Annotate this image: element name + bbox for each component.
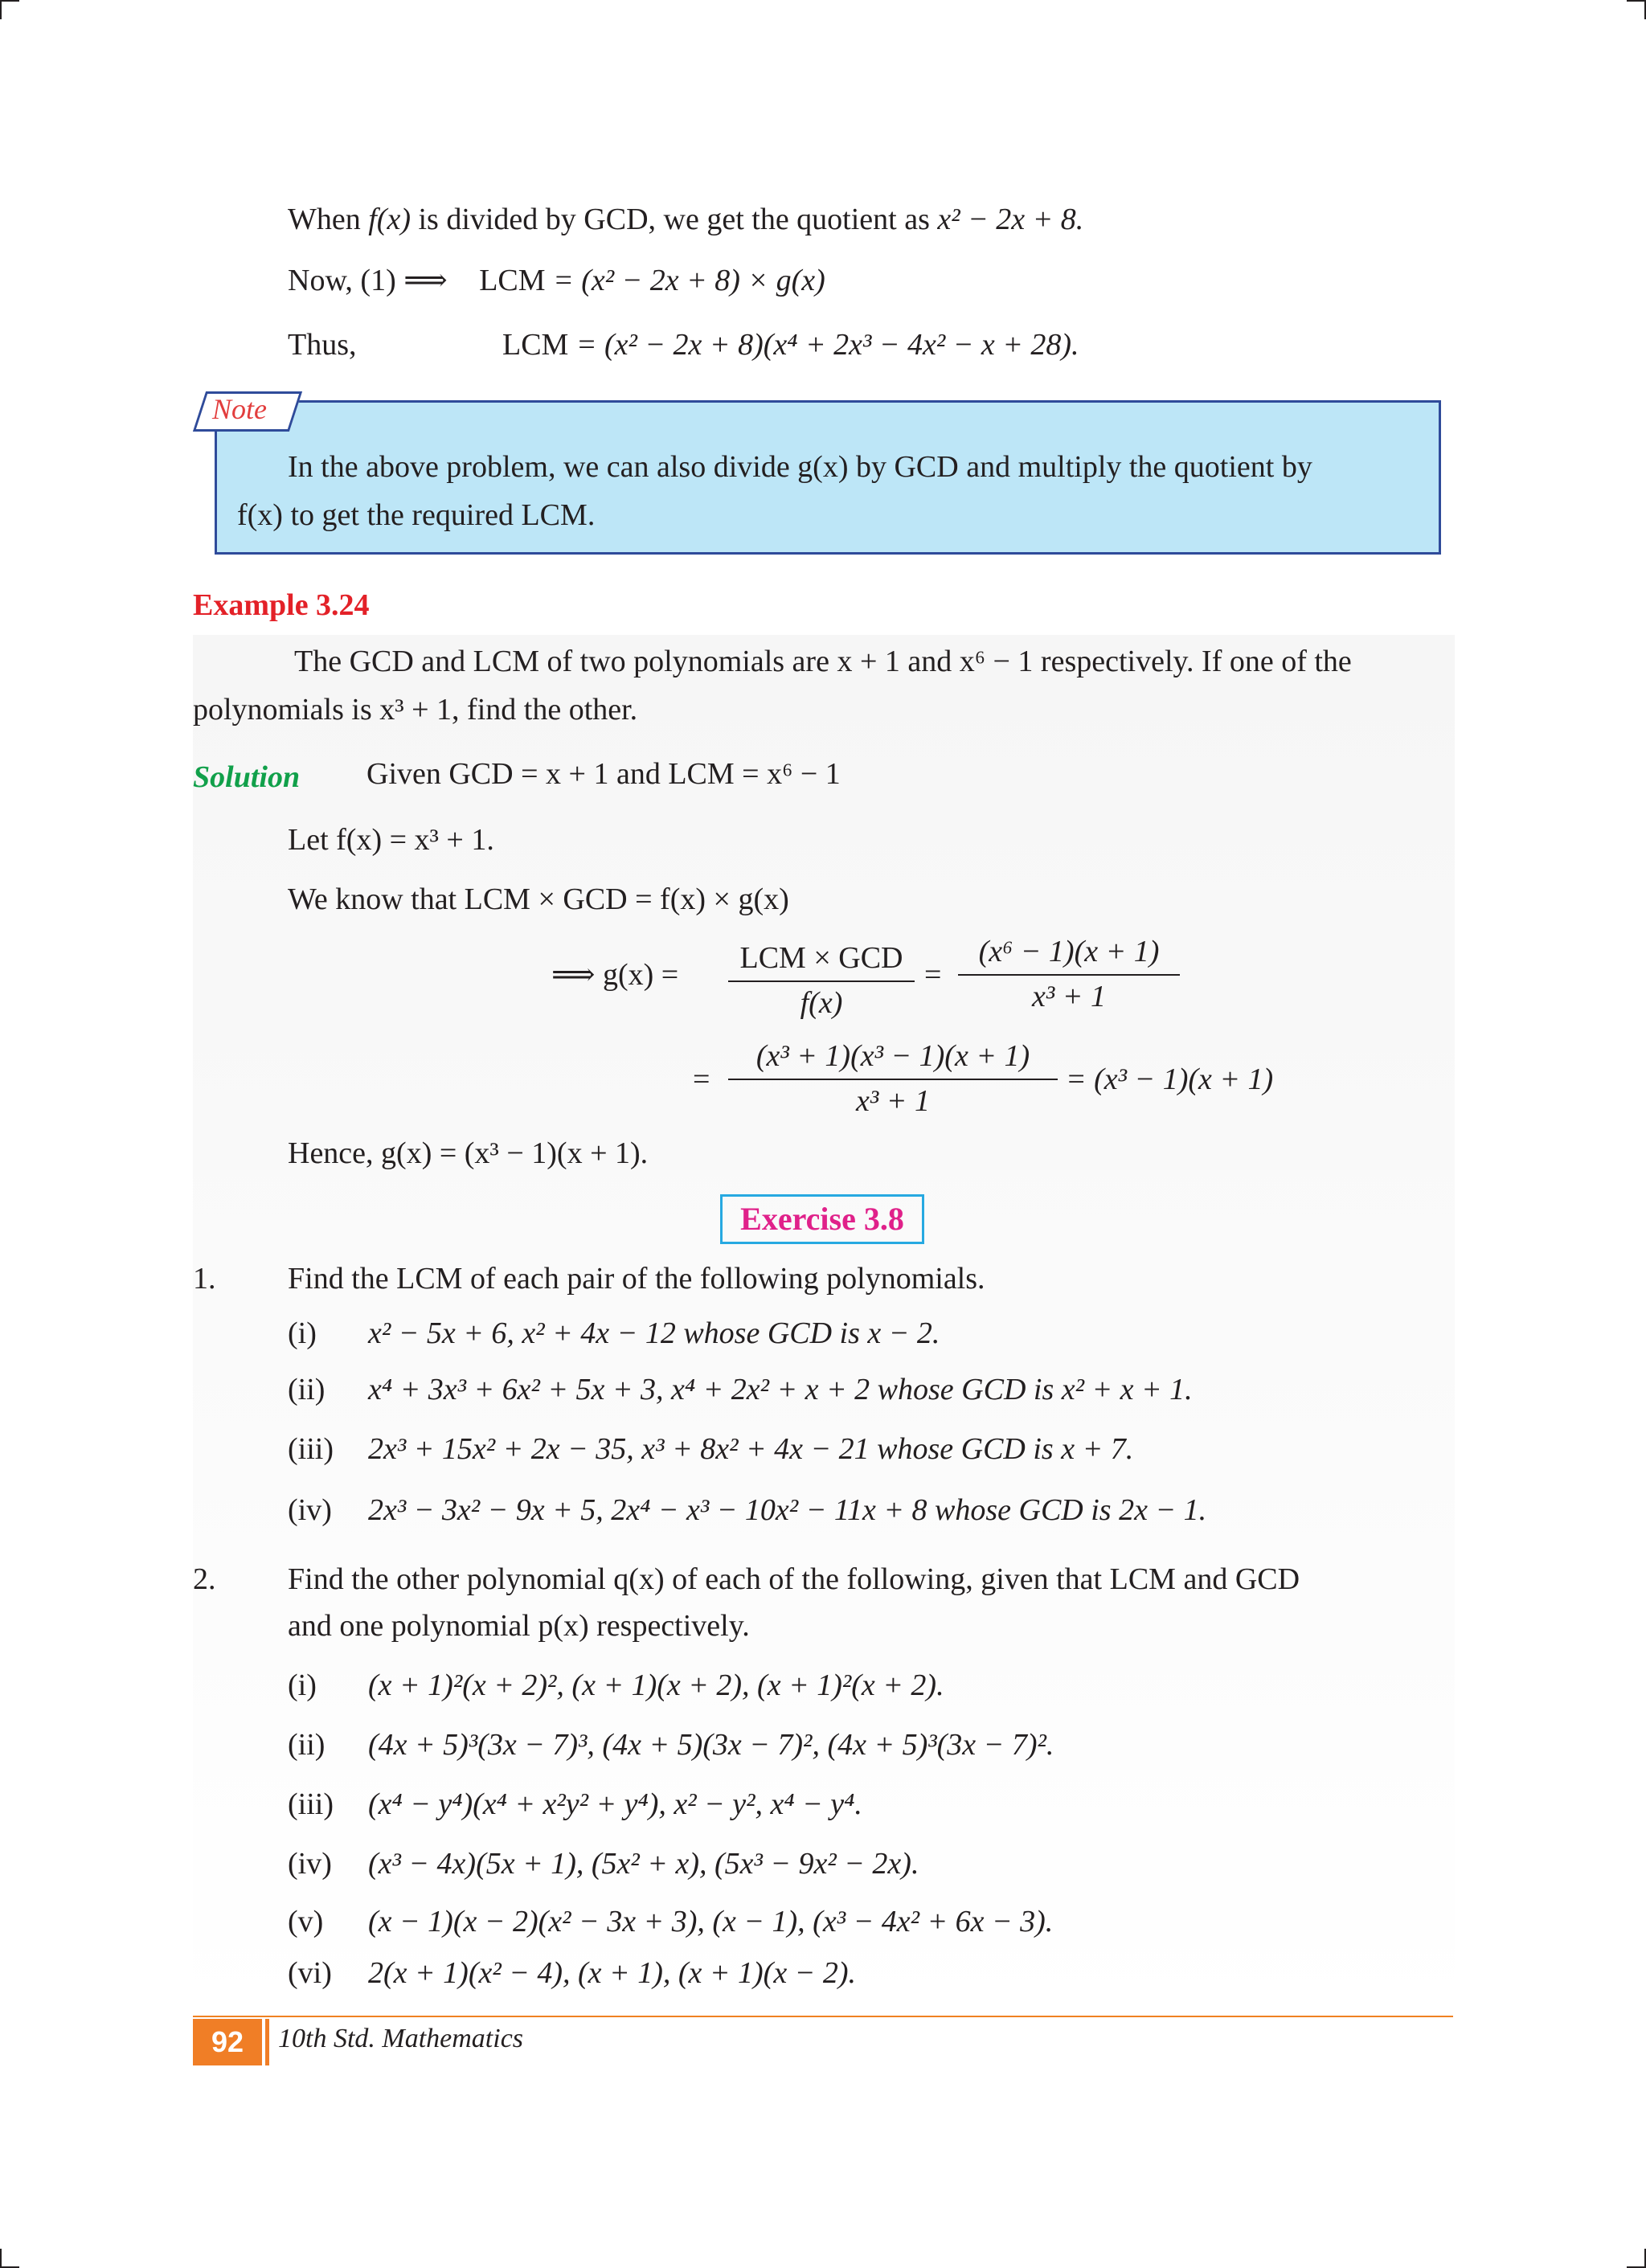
q2-item-expr: 2(x + 1)(x² − 4), (x + 1), (x + 1)(x − 2). (368, 1956, 856, 1990)
note-line-2: f(x) to get the required LCM. (237, 498, 596, 532)
equals-sign: = (924, 958, 942, 992)
solution-know: We know that LCM × GCD = f(x) × g(x) (288, 882, 789, 916)
q2-number: 2. (193, 1562, 216, 1596)
q1-number: 1. (193, 1262, 216, 1296)
solution-arrow-gx: ⟹ g(x) = (551, 958, 679, 992)
footer-book-title: 10th Std. Mathematics (278, 2024, 524, 2053)
q2-text-line-2: and one polynomial p(x) respectively. (288, 1609, 750, 1643)
q1-item-label: (ii) (288, 1373, 326, 1406)
fraction-denominator: f(x) (800, 985, 843, 1020)
prelude-line-1: When f(x) is divided by GCD, we get the quotient as x² − 2x + 8. (288, 203, 1084, 236)
page-number: 92 (193, 2019, 262, 2065)
q2-item-expr: (4x + 5)³(3x − 7)³, (4x + 5)(3x − 7)², (4x + 5)³(3x − 7)². (368, 1728, 1054, 1762)
q2-item-label: (vi) (288, 1956, 332, 1990)
fraction-denominator: x³ + 1 (856, 1083, 930, 1118)
fraction-numerator: (x³ + 1)(x³ − 1)(x + 1) (755, 1039, 1030, 1073)
q2-item-label: (i) (288, 1668, 317, 1702)
fraction-bar (958, 974, 1180, 976)
prelude-line-2: Now, (1) ⟹ LCM = (x² − 2x + 8) × g(x) (288, 264, 825, 297)
footer-divider (265, 2019, 269, 2065)
q2-text-line-1: Find the other polynomial q(x) of each of the following, given that LCM and GCD (288, 1562, 1300, 1596)
equals-sign-2: = (693, 1062, 710, 1096)
example-statement-line-1: The GCD and LCM of two polynomials are x + 1 and x⁶ − 1 respectively. If one of the (294, 645, 1352, 678)
q1-text: Find the LCM of each pair of the following polynomials. (288, 1262, 985, 1296)
solution-label: Solution (193, 760, 301, 794)
q1-item-expr: 2x³ + 15x² + 2x − 35, x³ + 8x² + 4x − 21 whose GCD is x + 7. (368, 1432, 1134, 1466)
q1-item-label: (iii) (288, 1432, 334, 1466)
q1-item-expr: x⁴ + 3x³ + 6x² + 5x + 3, x⁴ + 2x² + x + 2 whose GCD is x² + x + 1. (368, 1373, 1193, 1406)
solution-let: Let f(x) = x³ + 1. (288, 823, 494, 857)
fraction-factored (728, 1038, 1058, 1120)
result-tail: = (x³ − 1)(x + 1) (1066, 1062, 1274, 1096)
fraction-lcm-gcd-over-fx (728, 940, 915, 1021)
fraction-bar (728, 980, 915, 982)
q2-item-label: (iv) (288, 1847, 332, 1881)
fraction-bar (728, 1079, 1058, 1080)
q1-item-label: (i) (288, 1316, 317, 1350)
q2-item-label: (v) (288, 1905, 324, 1938)
q2-item-expr: (x + 1)²(x + 2)², (x + 1)(x + 2), (x + 1)²(x + 2). (368, 1668, 944, 1702)
q2-item-expr: (x³ − 4x)(5x + 1), (5x² + x), (5x³ − 9x² − 2x). (368, 1847, 919, 1881)
q2-item-expr: (x⁴ − y⁴)(x⁴ + x²y² + y⁴), x² − y², x⁴ − y⁴. (368, 1787, 862, 1821)
q1-item-label: (iv) (288, 1493, 332, 1527)
note-line-1: In the above problem, we can also divide g(x) by GCD and multiply the quotient by (288, 450, 1312, 484)
note-tag-label: Note (212, 393, 267, 425)
q2-item-label: (ii) (288, 1728, 326, 1762)
q1-item-expr: x² − 5x + 6, x² + 4x − 12 whose GCD is x − 2. (368, 1316, 940, 1350)
crop-mark-top-left (0, 0, 19, 19)
crop-mark-bottom-right (1627, 2249, 1646, 2268)
example-statement-line-2: polynomials is x³ + 1, find the other. (193, 693, 638, 727)
fraction-x6-over-x3 (958, 934, 1180, 1015)
crop-mark-bottom-left (0, 2249, 19, 2268)
fraction-numerator: LCM × GCD (739, 941, 903, 975)
q2-item-label: (iii) (288, 1787, 334, 1821)
q2-item-expr: (x − 1)(x − 2)(x² − 3x + 3), (x − 1), (x³ − 4x² + 6x − 3). (368, 1905, 1054, 1938)
fraction-numerator: (x⁶ − 1)(x + 1) (978, 935, 1160, 968)
solution-hence: Hence, g(x) = (x³ − 1)(x + 1). (288, 1136, 649, 1170)
prelude-line-3: Thus, LCM = (x² − 2x + 8)(x⁴ + 2x³ − 4x² − x + 28). (288, 328, 1079, 362)
exercise-title: Exercise 3.8 (720, 1194, 924, 1244)
q1-item-expr: 2x³ − 3x² − 9x + 5, 2x⁴ − x³ − 10x² − 11x + 8 whose GCD is 2x − 1. (368, 1493, 1207, 1527)
fraction-denominator: x³ + 1 (1032, 979, 1106, 1013)
example-title: Example 3.24 (193, 588, 370, 622)
footer-rule (193, 2016, 1453, 2017)
crop-mark-top-right (1627, 0, 1646, 19)
solution-given: Given GCD = x + 1 and LCM = x⁶ − 1 (366, 757, 841, 791)
